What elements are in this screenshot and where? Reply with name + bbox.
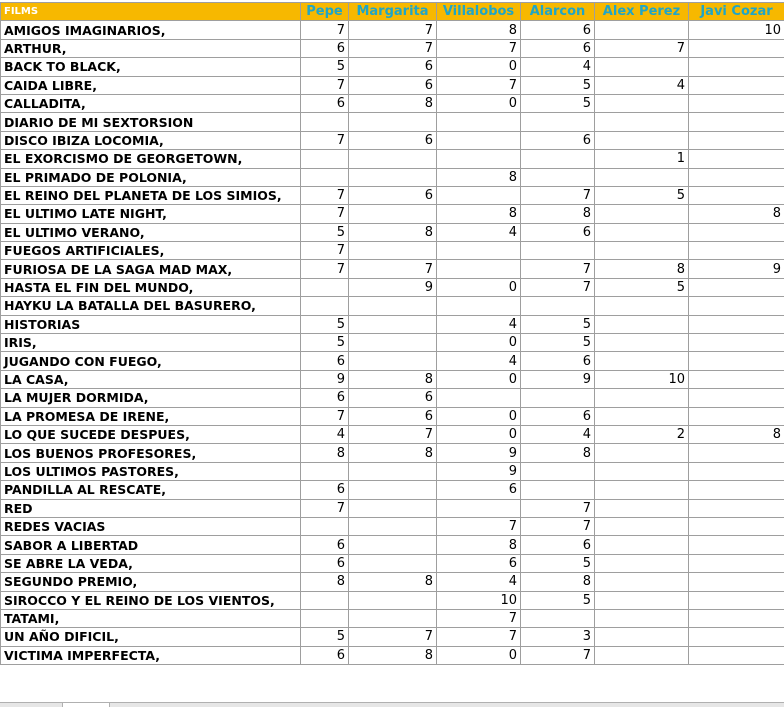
score-cell[interactable] <box>689 481 784 499</box>
score-cell[interactable] <box>437 297 521 315</box>
score-cell[interactable]: 5 <box>301 334 349 352</box>
table-row <box>1 260 784 278</box>
score-cell[interactable] <box>689 352 784 370</box>
film-title-cell[interactable]: LOS ULTIMOS PASTORES, <box>1 462 301 480</box>
score-cell[interactable] <box>349 315 437 333</box>
score-cell[interactable]: 8 <box>349 370 437 388</box>
film-title-cell[interactable]: DIARIO DE MI SEXTORSION <box>1 113 301 131</box>
score-cell[interactable] <box>689 242 784 260</box>
score-cell[interactable]: 7 <box>301 21 349 39</box>
score-cell[interactable] <box>689 76 784 94</box>
score-cell[interactable]: 0 <box>437 370 521 388</box>
score-cell[interactable] <box>521 481 595 499</box>
score-cell[interactable]: 8 <box>689 205 784 223</box>
film-title-cell[interactable]: UN AÑO DIFICIL, <box>1 628 301 646</box>
score-cell[interactable] <box>349 352 437 370</box>
film-title-cell[interactable]: EL PRIMADO DE POLONIA, <box>1 168 301 186</box>
score-cell[interactable]: 10 <box>689 21 784 39</box>
score-cell[interactable]: 6 <box>349 407 437 425</box>
score-cell[interactable]: 1 <box>595 150 689 168</box>
table-row <box>1 113 784 131</box>
score-cell[interactable] <box>689 334 784 352</box>
score-cell[interactable]: 7 <box>301 499 349 517</box>
score-cell[interactable] <box>595 297 689 315</box>
score-cell[interactable]: 9 <box>437 444 521 462</box>
score-cell[interactable]: 8 <box>349 223 437 241</box>
table-row <box>1 168 784 186</box>
score-cell[interactable] <box>595 499 689 517</box>
score-cell[interactable] <box>595 352 689 370</box>
score-cell[interactable] <box>689 58 784 76</box>
score-cell[interactable]: 6 <box>349 76 437 94</box>
score-cell[interactable]: 0 <box>437 94 521 112</box>
score-cell[interactable] <box>301 462 349 480</box>
score-cell[interactable]: 5 <box>521 591 595 609</box>
film-title-cell[interactable]: VICTIMA IMPERFECTA, <box>1 646 301 664</box>
score-cell[interactable] <box>595 205 689 223</box>
film-title-cell[interactable]: SABOR A LIBERTAD <box>1 536 301 554</box>
score-cell[interactable]: 8 <box>349 646 437 664</box>
table-row <box>1 131 784 149</box>
score-cell[interactable] <box>689 646 784 664</box>
score-cell[interactable] <box>689 278 784 296</box>
score-cell[interactable]: 6 <box>349 58 437 76</box>
score-cell[interactable] <box>689 591 784 609</box>
score-cell[interactable]: 7 <box>437 517 521 535</box>
score-cell[interactable] <box>349 113 437 131</box>
score-cell[interactable]: 6 <box>301 389 349 407</box>
score-cell[interactable]: 5 <box>521 315 595 333</box>
score-cell[interactable] <box>437 150 521 168</box>
score-cell[interactable]: 7 <box>301 76 349 94</box>
film-title-cell[interactable]: RED <box>1 499 301 517</box>
score-cell[interactable]: 8 <box>437 205 521 223</box>
score-cell[interactable]: 6 <box>301 39 349 57</box>
table-row <box>1 444 784 462</box>
header-cell-javi-cozar[interactable]: Javi Cozar <box>689 3 784 21</box>
score-cell[interactable]: 8 <box>349 573 437 591</box>
film-title-cell[interactable]: EL ULTIMO VERANO, <box>1 223 301 241</box>
table-row <box>1 462 784 480</box>
header-cell-villalobos[interactable]: Villalobos <box>437 3 521 21</box>
score-cell[interactable] <box>595 315 689 333</box>
score-cell[interactable] <box>349 481 437 499</box>
score-cell[interactable]: 9 <box>349 278 437 296</box>
score-cell[interactable]: 5 <box>301 58 349 76</box>
table-row <box>1 536 784 554</box>
score-cell[interactable] <box>521 389 595 407</box>
score-cell[interactable] <box>689 517 784 535</box>
film-title-cell[interactable]: DISCO IBIZA LOCOMIA, <box>1 131 301 149</box>
film-title-cell[interactable]: CALLADITA, <box>1 94 301 112</box>
score-cell[interactable]: 6 <box>437 554 521 572</box>
score-cell[interactable] <box>689 389 784 407</box>
score-cell[interactable] <box>595 462 689 480</box>
film-title-cell[interactable]: AMIGOS IMAGINARIOS, <box>1 21 301 39</box>
film-title-cell[interactable]: CAIDA LIBRE, <box>1 76 301 94</box>
table-row <box>1 609 784 627</box>
score-cell[interactable] <box>521 113 595 131</box>
score-cell[interactable] <box>595 444 689 462</box>
score-cell[interactable]: 6 <box>437 481 521 499</box>
score-cell[interactable] <box>301 113 349 131</box>
score-cell[interactable]: 7 <box>349 39 437 57</box>
table-row <box>1 499 784 517</box>
score-cell[interactable] <box>595 573 689 591</box>
score-cell[interactable]: 5 <box>521 334 595 352</box>
score-cell[interactable]: 7 <box>521 499 595 517</box>
score-cell[interactable]: 10 <box>595 370 689 388</box>
score-cell[interactable] <box>595 223 689 241</box>
score-cell[interactable] <box>349 536 437 554</box>
score-cell[interactable] <box>301 168 349 186</box>
film-title-cell[interactable]: IRIS, <box>1 334 301 352</box>
score-cell[interactable] <box>689 94 784 112</box>
film-title-cell[interactable]: JUGANDO CON FUEGO, <box>1 352 301 370</box>
score-cell[interactable]: 6 <box>301 646 349 664</box>
score-cell[interactable]: 0 <box>437 278 521 296</box>
score-cell[interactable]: 6 <box>349 389 437 407</box>
score-cell[interactable]: 6 <box>301 536 349 554</box>
score-cell[interactable] <box>595 609 689 627</box>
table-header <box>1 3 784 21</box>
film-title-cell[interactable]: ARTHUR, <box>1 39 301 57</box>
film-title-cell[interactable]: BACK TO BLACK, <box>1 58 301 76</box>
film-title-cell[interactable]: EL REINO DEL PLANETA DE LOS SIMIOS, <box>1 186 301 204</box>
film-title-cell[interactable]: SIROCCO Y EL REINO DE LOS VIENTOS, <box>1 591 301 609</box>
film-title-cell[interactable]: TATAMI, <box>1 609 301 627</box>
score-cell[interactable] <box>689 407 784 425</box>
score-cell[interactable]: 7 <box>595 39 689 57</box>
score-cell[interactable]: 5 <box>301 223 349 241</box>
score-cell[interactable] <box>595 407 689 425</box>
score-cell[interactable]: 5 <box>595 278 689 296</box>
header-cell-alarcon[interactable]: Alarcon <box>521 3 595 21</box>
table-row <box>1 315 784 333</box>
header-cell-margarita[interactable]: Margarita <box>349 3 437 21</box>
score-cell[interactable]: 8 <box>301 444 349 462</box>
score-cell[interactable] <box>689 554 784 572</box>
score-cell[interactable]: 8 <box>437 536 521 554</box>
score-cell[interactable] <box>349 591 437 609</box>
score-cell[interactable]: 8 <box>689 425 784 443</box>
score-cell[interactable]: 8 <box>521 444 595 462</box>
score-cell[interactable]: 4 <box>437 315 521 333</box>
score-cell[interactable] <box>595 481 689 499</box>
film-title-cell[interactable]: REDES VACIAS <box>1 517 301 535</box>
score-cell[interactable]: 6 <box>521 223 595 241</box>
score-cell[interactable]: 6 <box>301 481 349 499</box>
film-title-cell[interactable]: EL EXORCISMO DE GEORGETOWN, <box>1 150 301 168</box>
score-cell[interactable] <box>349 205 437 223</box>
score-cell[interactable]: 7 <box>301 131 349 149</box>
score-cell[interactable] <box>689 113 784 131</box>
score-cell[interactable]: 4 <box>521 425 595 443</box>
score-cell[interactable] <box>521 609 595 627</box>
score-cell[interactable]: 6 <box>301 94 349 112</box>
score-cell[interactable]: 4 <box>301 425 349 443</box>
table-row <box>1 591 784 609</box>
score-cell[interactable]: 7 <box>349 21 437 39</box>
table-row <box>1 407 784 425</box>
film-title-cell[interactable]: LA PROMESA DE IRENE, <box>1 407 301 425</box>
film-title-cell[interactable]: LA MUJER DORMIDA, <box>1 389 301 407</box>
table-row <box>1 186 784 204</box>
score-cell[interactable]: 7 <box>301 407 349 425</box>
score-cell[interactable] <box>595 517 689 535</box>
score-cell[interactable] <box>689 628 784 646</box>
score-cell[interactable]: 10 <box>437 591 521 609</box>
score-cell[interactable] <box>689 186 784 204</box>
score-cell[interactable] <box>349 242 437 260</box>
score-cell[interactable]: 5 <box>301 315 349 333</box>
score-cell[interactable] <box>301 591 349 609</box>
score-cell[interactable]: 6 <box>521 407 595 425</box>
score-cell[interactable]: 2 <box>595 425 689 443</box>
score-cell[interactable] <box>689 39 784 57</box>
score-cell[interactable] <box>349 609 437 627</box>
score-cell[interactable]: 4 <box>521 58 595 76</box>
score-cell[interactable]: 4 <box>437 352 521 370</box>
score-cell[interactable] <box>595 628 689 646</box>
score-cell[interactable]: 6 <box>349 186 437 204</box>
score-cell[interactable]: 7 <box>521 186 595 204</box>
table-row <box>1 76 784 94</box>
table-row <box>1 628 784 646</box>
score-cell[interactable] <box>301 609 349 627</box>
score-cell[interactable]: 6 <box>521 39 595 57</box>
score-cell[interactable] <box>349 168 437 186</box>
score-cell[interactable]: 7 <box>301 205 349 223</box>
score-cell[interactable] <box>689 499 784 517</box>
score-cell[interactable]: 7 <box>301 242 349 260</box>
score-cell[interactable]: 7 <box>301 260 349 278</box>
films-score-table <box>0 2 784 665</box>
table-row <box>1 646 784 664</box>
score-cell[interactable] <box>521 462 595 480</box>
score-cell[interactable]: 0 <box>437 58 521 76</box>
score-cell[interactable] <box>349 462 437 480</box>
score-cell[interactable] <box>595 591 689 609</box>
score-cell[interactable]: 5 <box>301 628 349 646</box>
score-cell[interactable]: 7 <box>437 76 521 94</box>
score-cell[interactable]: 9 <box>301 370 349 388</box>
film-title-cell[interactable]: LO QUE SUCEDE DESPUES, <box>1 425 301 443</box>
score-cell[interactable] <box>595 131 689 149</box>
score-cell[interactable] <box>437 389 521 407</box>
table-row <box>1 205 784 223</box>
table-row <box>1 425 784 443</box>
score-cell[interactable] <box>595 21 689 39</box>
score-cell[interactable] <box>595 58 689 76</box>
score-cell[interactable]: 7 <box>437 39 521 57</box>
score-cell[interactable]: 6 <box>301 352 349 370</box>
table-row <box>1 517 784 535</box>
score-cell[interactable] <box>595 94 689 112</box>
score-cell[interactable]: 6 <box>521 21 595 39</box>
score-cell[interactable] <box>437 113 521 131</box>
film-title-cell[interactable]: HISTORIAS <box>1 315 301 333</box>
score-cell[interactable]: 7 <box>521 278 595 296</box>
score-cell[interactable]: 0 <box>437 646 521 664</box>
score-cell[interactable]: 6 <box>521 131 595 149</box>
table-row <box>1 481 784 499</box>
score-cell[interactable] <box>689 536 784 554</box>
table-row <box>1 150 784 168</box>
score-cell[interactable]: 8 <box>437 168 521 186</box>
score-cell[interactable]: 5 <box>521 94 595 112</box>
score-cell[interactable] <box>521 150 595 168</box>
table-row <box>1 573 784 591</box>
score-cell[interactable]: 6 <box>349 131 437 149</box>
table-row <box>1 58 784 76</box>
header-cell-films[interactable]: FILMS <box>1 3 301 21</box>
score-cell[interactable]: 4 <box>437 573 521 591</box>
score-cell[interactable] <box>301 297 349 315</box>
score-cell[interactable]: 6 <box>301 554 349 572</box>
film-title-cell[interactable]: EL ULTIMO LATE NIGHT, <box>1 205 301 223</box>
score-cell[interactable] <box>349 334 437 352</box>
score-cell[interactable] <box>437 131 521 149</box>
header-row <box>1 3 784 21</box>
score-cell[interactable] <box>595 536 689 554</box>
score-cell[interactable]: 7 <box>301 186 349 204</box>
table-row <box>1 223 784 241</box>
film-title-cell[interactable]: LA CASA, <box>1 370 301 388</box>
score-cell[interactable] <box>689 131 784 149</box>
score-cell[interactable] <box>349 517 437 535</box>
score-cell[interactable] <box>595 168 689 186</box>
score-cell[interactable] <box>689 444 784 462</box>
score-cell[interactable] <box>595 554 689 572</box>
score-cell[interactable]: 7 <box>437 609 521 627</box>
table-row <box>1 370 784 388</box>
score-cell[interactable]: 6 <box>521 352 595 370</box>
table-row <box>1 278 784 296</box>
score-cell[interactable]: 8 <box>349 444 437 462</box>
table-body <box>1 21 784 665</box>
table-row <box>1 334 784 352</box>
score-cell[interactable]: 7 <box>349 260 437 278</box>
film-title-cell[interactable]: FURIOSA DE LA SAGA MAD MAX, <box>1 260 301 278</box>
table-row <box>1 21 784 39</box>
score-cell[interactable] <box>689 315 784 333</box>
table-row <box>1 242 784 260</box>
score-cell[interactable]: 9 <box>689 260 784 278</box>
score-cell[interactable] <box>595 646 689 664</box>
sheet-tab[interactable] <box>62 703 110 707</box>
score-cell[interactable]: 3 <box>521 628 595 646</box>
score-cell[interactable] <box>689 573 784 591</box>
score-cell[interactable] <box>595 242 689 260</box>
score-cell[interactable]: 7 <box>437 628 521 646</box>
score-cell[interactable]: 9 <box>521 370 595 388</box>
score-cell[interactable]: 8 <box>521 205 595 223</box>
score-cell[interactable] <box>301 278 349 296</box>
score-cell[interactable]: 5 <box>595 186 689 204</box>
table-row <box>1 554 784 572</box>
film-title-cell[interactable]: LOS BUENOS PROFESORES, <box>1 444 301 462</box>
header-cell-alex-perez[interactable]: Alex Perez <box>595 3 689 21</box>
score-cell[interactable]: 0 <box>437 425 521 443</box>
score-cell[interactable] <box>437 499 521 517</box>
score-cell[interactable] <box>349 150 437 168</box>
header-cell-pepe[interactable]: Pepe <box>301 3 349 21</box>
table-row <box>1 352 784 370</box>
score-cell[interactable] <box>595 334 689 352</box>
score-cell[interactable]: 8 <box>595 260 689 278</box>
score-cell[interactable] <box>349 499 437 517</box>
table-row <box>1 94 784 112</box>
film-title-cell[interactable]: SE ABRE LA VEDA, <box>1 554 301 572</box>
score-cell[interactable] <box>349 297 437 315</box>
score-cell[interactable]: 8 <box>521 573 595 591</box>
score-cell[interactable]: 8 <box>349 94 437 112</box>
score-cell[interactable] <box>301 150 349 168</box>
score-cell[interactable]: 9 <box>437 462 521 480</box>
score-cell[interactable]: 4 <box>437 223 521 241</box>
score-cell[interactable] <box>437 186 521 204</box>
score-cell[interactable] <box>437 260 521 278</box>
film-title-cell[interactable]: FUEGOS ARTIFICIALES, <box>1 242 301 260</box>
score-cell[interactable] <box>689 609 784 627</box>
score-cell[interactable]: 0 <box>437 407 521 425</box>
film-title-cell[interactable]: HAYKU LA BATALLA DEL BASURERO, <box>1 297 301 315</box>
score-cell[interactable]: 4 <box>595 76 689 94</box>
score-cell[interactable] <box>521 168 595 186</box>
score-cell[interactable]: 6 <box>521 536 595 554</box>
score-cell[interactable]: 7 <box>521 646 595 664</box>
score-cell[interactable]: 8 <box>437 21 521 39</box>
table-row <box>1 389 784 407</box>
score-cell[interactable] <box>521 297 595 315</box>
score-cell[interactable]: 0 <box>437 334 521 352</box>
score-cell[interactable]: 7 <box>521 517 595 535</box>
score-cell[interactable]: 5 <box>521 554 595 572</box>
score-cell[interactable] <box>689 297 784 315</box>
score-cell[interactable] <box>689 150 784 168</box>
score-cell[interactable] <box>437 242 521 260</box>
score-cell[interactable] <box>689 462 784 480</box>
score-cell[interactable] <box>595 389 689 407</box>
film-title-cell[interactable]: SEGUNDO PREMIO, <box>1 573 301 591</box>
table-row <box>1 297 784 315</box>
score-cell[interactable] <box>689 223 784 241</box>
score-cell[interactable] <box>689 370 784 388</box>
score-cell[interactable]: 7 <box>521 260 595 278</box>
score-cell[interactable] <box>301 517 349 535</box>
score-cell[interactable]: 8 <box>301 573 349 591</box>
score-cell[interactable] <box>689 168 784 186</box>
score-cell[interactable]: 5 <box>521 76 595 94</box>
score-cell[interactable] <box>521 242 595 260</box>
score-cell[interactable] <box>595 113 689 131</box>
score-cell[interactable]: 7 <box>349 425 437 443</box>
score-cell[interactable] <box>349 554 437 572</box>
sheet-tab-bar <box>0 702 784 707</box>
table-row <box>1 39 784 57</box>
score-cell[interactable]: 7 <box>349 628 437 646</box>
film-title-cell[interactable]: PANDILLA AL RESCATE, <box>1 481 301 499</box>
film-title-cell[interactable]: HASTA EL FIN DEL MUNDO, <box>1 278 301 296</box>
